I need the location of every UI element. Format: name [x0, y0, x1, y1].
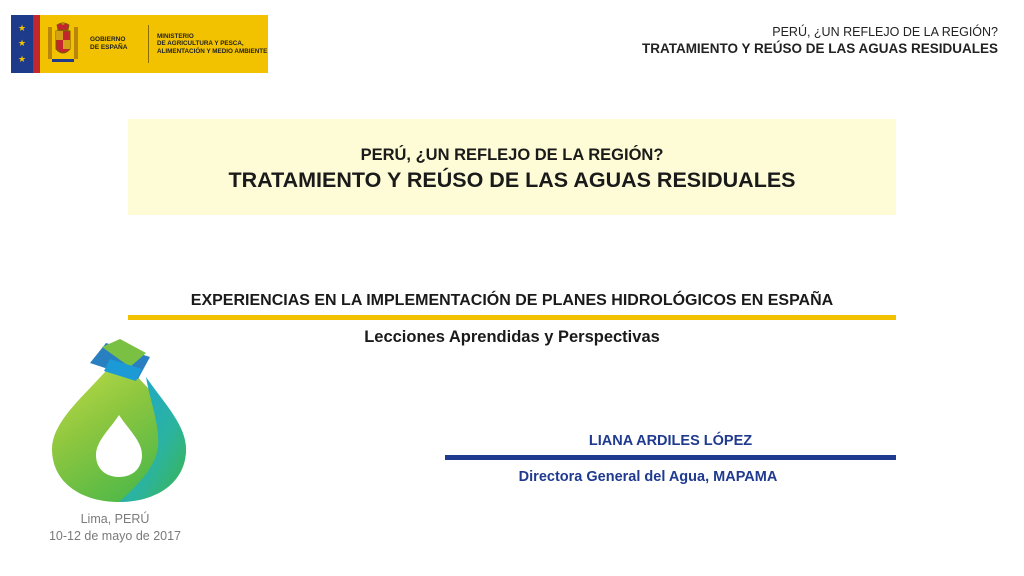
presenter-name: LIANA ARDILES LÓPEZ	[588, 433, 753, 449]
coat-of-arms-icon	[40, 15, 86, 73]
subtitle: EXPERIENCIAS EN LA IMPLEMENTACIÓN DE PLANES HIDROLÓGICOS EN ESPAÑA	[190, 292, 834, 309]
header-line-1: PERÚ, ¿UN REFLEJO DE LA REGIÓN?	[772, 25, 998, 39]
spain-flag-bar	[33, 15, 40, 73]
blue-divider	[445, 455, 896, 460]
header-line-2: TRATAMIENTO Y REÚSO DE LAS AGUAS RESIDUALES	[641, 41, 998, 56]
title-line-2: TRATAMIENTO Y REÚSO DE LAS AGUAS RESIDUALES	[228, 168, 796, 192]
ministry-label	[149, 15, 268, 73]
title-line-1: PERÚ, ¿UN REFLEJO DE LA REGIÓN?	[360, 146, 664, 164]
yellow-divider	[128, 315, 896, 320]
eu-flag-strip	[11, 15, 33, 73]
government-label	[86, 25, 149, 63]
header-title-block	[642, 25, 998, 56]
star-icon: ★	[17, 23, 27, 34]
title-box	[128, 119, 896, 215]
gov-line-2: DE ESPAÑA	[90, 44, 128, 51]
ministry-line-3: ALIMENTACIÓN Y MEDIO AMBIENTE	[157, 47, 268, 55]
event-place-date	[40, 511, 190, 545]
ministry-line-2: DE AGRICULTURA Y PESCA,	[157, 40, 244, 48]
gov-line-1: GOBIERNO	[90, 36, 126, 43]
presenter-role: Directora General del Agua, MAPAMA	[518, 469, 778, 485]
star-icon: ★	[17, 38, 27, 49]
star-icon: ★	[17, 53, 27, 64]
government-logo	[11, 15, 268, 73]
water-drop-logo	[46, 337, 192, 505]
event-place: Lima, PERÚ	[80, 512, 150, 526]
lessons-heading: Lecciones Aprendidas y Perspectivas	[364, 328, 660, 346]
ministry-line-1: MINISTERIO	[157, 32, 194, 40]
event-date: 10-12 de mayo de 2017	[48, 529, 182, 543]
